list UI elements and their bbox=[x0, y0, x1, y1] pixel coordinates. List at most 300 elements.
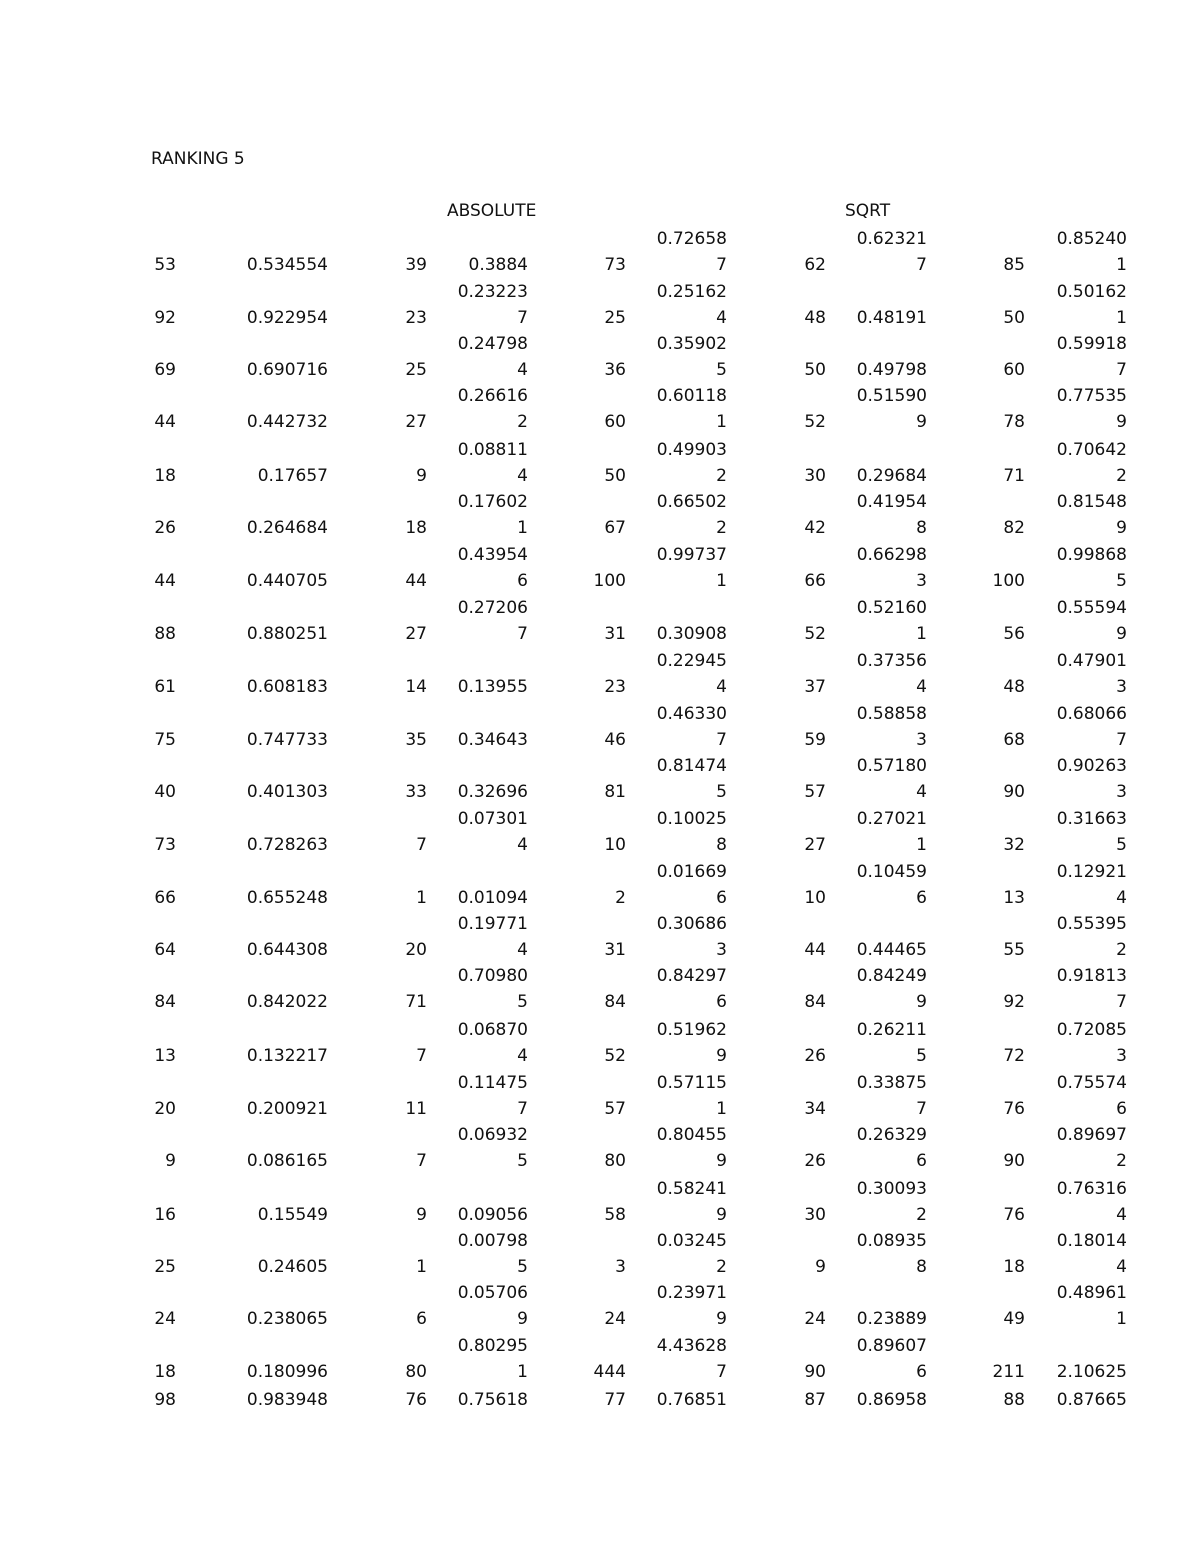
table-cell bbox=[925, 1099, 1025, 1121]
table-cell bbox=[1027, 440, 1127, 486]
cell-text: 0.00798 bbox=[457, 1231, 528, 1251]
table-cell bbox=[428, 1336, 528, 1382]
cell-text: 0.70642 bbox=[1056, 440, 1127, 460]
table-cell bbox=[526, 1205, 626, 1227]
cell-text: 0.26329 bbox=[856, 1125, 927, 1145]
table-cell bbox=[827, 940, 927, 962]
table-cell bbox=[76, 1362, 176, 1384]
cell-text: 61 bbox=[154, 677, 176, 697]
cell-text: 53 bbox=[154, 255, 176, 275]
table-cell bbox=[827, 492, 927, 538]
table-cell bbox=[327, 466, 427, 488]
table-cell bbox=[428, 888, 528, 910]
cell-text: 0.80295 bbox=[457, 1336, 528, 1356]
table-cell bbox=[925, 624, 1025, 646]
table-cell bbox=[526, 1099, 626, 1121]
table-cell bbox=[1027, 1073, 1127, 1119]
table-cell bbox=[228, 940, 328, 962]
cell-text: 0.24798 bbox=[457, 334, 528, 354]
cell-text: 0.24605 bbox=[257, 1257, 328, 1277]
table-cell bbox=[726, 992, 826, 1014]
table-cell bbox=[827, 1309, 927, 1331]
table-cell bbox=[925, 940, 1025, 962]
table-cell bbox=[627, 334, 727, 380]
table-cell bbox=[827, 809, 927, 855]
table-cell bbox=[428, 1073, 528, 1119]
cell-text: 0.25162 bbox=[656, 282, 727, 302]
cell-text: 0.72085 bbox=[1056, 1020, 1127, 1040]
table-cell bbox=[228, 1099, 328, 1121]
cell-text: 0.983948 bbox=[246, 1390, 328, 1410]
cell-text: 2 bbox=[1116, 1151, 1127, 1171]
cell-text: 1 bbox=[716, 571, 727, 591]
cell-text: 0.27206 bbox=[457, 598, 528, 618]
table-cell bbox=[1027, 966, 1127, 1012]
cell-text: 72 bbox=[1003, 1046, 1025, 1066]
cell-text: 0.90263 bbox=[1056, 756, 1127, 776]
cell-text: 0.23223 bbox=[457, 282, 528, 302]
cell-text: 0.17657 bbox=[257, 466, 328, 486]
table-cell bbox=[428, 1390, 528, 1412]
cell-text: 6 bbox=[416, 1309, 427, 1329]
cell-text: 66 bbox=[804, 571, 826, 591]
cell-text: 2 bbox=[615, 888, 626, 908]
table-cell bbox=[327, 1390, 427, 1412]
table-cell bbox=[827, 756, 927, 802]
table-cell bbox=[228, 466, 328, 488]
cell-text: 87 bbox=[804, 1390, 826, 1410]
table-cell bbox=[726, 255, 826, 277]
cell-text: 0.99868 bbox=[1056, 545, 1127, 565]
cell-text: 0.534554 bbox=[246, 255, 328, 275]
cell-text: 0.09056 bbox=[457, 1205, 528, 1225]
table-cell bbox=[726, 730, 826, 752]
table-cell bbox=[627, 756, 727, 802]
table-cell bbox=[428, 1231, 528, 1277]
table-cell bbox=[726, 782, 826, 804]
cell-text: 1 bbox=[716, 412, 727, 432]
cell-text: 0.238065 bbox=[246, 1309, 328, 1329]
cell-text: 0.27021 bbox=[856, 809, 927, 829]
table-cell bbox=[925, 255, 1025, 277]
cell-text: 3 bbox=[615, 1257, 626, 1277]
cell-text: 6 bbox=[517, 571, 528, 591]
table-cell bbox=[228, 1151, 328, 1173]
cell-text: 24 bbox=[154, 1309, 176, 1329]
cell-text: 84 bbox=[604, 992, 626, 1012]
table-cell bbox=[526, 1390, 626, 1412]
cell-text: 1 bbox=[916, 835, 927, 855]
table-cell bbox=[327, 992, 427, 1014]
cell-text: 4 bbox=[716, 677, 727, 697]
table-cell bbox=[627, 1179, 727, 1225]
cell-text: 0.29684 bbox=[856, 466, 927, 486]
table-cell bbox=[726, 308, 826, 330]
cell-text: 0.08935 bbox=[856, 1231, 927, 1251]
cell-text: 6 bbox=[916, 888, 927, 908]
cell-text: 0.608183 bbox=[246, 677, 328, 697]
cell-text: 0.77535 bbox=[1056, 386, 1127, 406]
cell-text: 27 bbox=[405, 624, 427, 644]
table-cell bbox=[925, 1151, 1025, 1173]
table-cell bbox=[627, 1283, 727, 1329]
cell-text: 0.44465 bbox=[856, 940, 927, 960]
cell-text: 26 bbox=[154, 518, 176, 538]
cell-text: 0.655248 bbox=[246, 888, 328, 908]
table-cell bbox=[76, 360, 176, 382]
cell-text: 52 bbox=[804, 412, 826, 432]
cell-text: 0.26616 bbox=[457, 386, 528, 406]
table-cell bbox=[228, 782, 328, 804]
table-cell bbox=[627, 440, 727, 486]
table-cell bbox=[327, 1257, 427, 1279]
cell-text: 0.922954 bbox=[246, 308, 328, 328]
table-cell bbox=[327, 308, 427, 330]
cell-text: 7 bbox=[1116, 730, 1127, 750]
cell-text: 0.57115 bbox=[656, 1073, 727, 1093]
cell-text: 0.03245 bbox=[656, 1231, 727, 1251]
cell-text: 9 bbox=[815, 1257, 826, 1277]
table-cell bbox=[526, 677, 626, 699]
cell-text: 50 bbox=[604, 466, 626, 486]
cell-text: 0.180996 bbox=[246, 1362, 328, 1382]
table-cell bbox=[526, 308, 626, 330]
cell-text: 0.05706 bbox=[457, 1283, 528, 1303]
cell-text: 44 bbox=[154, 412, 176, 432]
cell-text: 2 bbox=[1116, 466, 1127, 486]
table-cell bbox=[726, 1099, 826, 1121]
cell-text: 71 bbox=[1003, 466, 1025, 486]
cell-text: 92 bbox=[154, 308, 176, 328]
table-cell bbox=[76, 518, 176, 540]
table-cell bbox=[1027, 1362, 1127, 1384]
cell-text: 0.55594 bbox=[1056, 598, 1127, 618]
table-cell bbox=[428, 966, 528, 1012]
cell-text: 69 bbox=[154, 360, 176, 380]
cell-text: 20 bbox=[405, 940, 427, 960]
cell-text: 7 bbox=[517, 308, 528, 328]
cell-text: 59 bbox=[804, 730, 826, 750]
cell-text: 0.43954 bbox=[457, 545, 528, 565]
cell-text: 0.11475 bbox=[457, 1073, 528, 1093]
cell-text: 26 bbox=[804, 1046, 826, 1066]
table-cell bbox=[1027, 809, 1127, 855]
cell-text: 0.19771 bbox=[457, 914, 528, 934]
table-cell bbox=[1027, 704, 1127, 750]
cell-text: 0.49798 bbox=[856, 360, 927, 380]
table-cell bbox=[327, 730, 427, 752]
cell-text: 0.086165 bbox=[246, 1151, 328, 1171]
cell-text: 18 bbox=[154, 466, 176, 486]
table-cell bbox=[228, 1362, 328, 1384]
cell-text: 0.01669 bbox=[656, 862, 727, 882]
cell-text: 82 bbox=[1003, 518, 1025, 538]
cell-text: 0.84249 bbox=[856, 966, 927, 986]
cell-text: 3 bbox=[1116, 1046, 1127, 1066]
cell-text: 9 bbox=[916, 412, 927, 432]
table-cell bbox=[1027, 1283, 1127, 1329]
table-cell bbox=[925, 677, 1025, 699]
cell-text: 0.30686 bbox=[656, 914, 727, 934]
cell-text: 13 bbox=[154, 1046, 176, 1066]
cell-text: 18 bbox=[1003, 1257, 1025, 1277]
table-cell bbox=[428, 386, 528, 432]
cell-text: 76 bbox=[1003, 1205, 1025, 1225]
cell-text: 88 bbox=[154, 624, 176, 644]
cell-text: 0.200921 bbox=[246, 1099, 328, 1119]
table-cell bbox=[925, 412, 1025, 434]
table-cell bbox=[827, 862, 927, 908]
table-cell bbox=[327, 888, 427, 910]
table-cell bbox=[428, 1125, 528, 1171]
cell-text: 16 bbox=[154, 1205, 176, 1225]
table-cell bbox=[76, 1151, 176, 1173]
table-cell bbox=[827, 466, 927, 488]
table-cell bbox=[925, 1257, 1025, 1279]
cell-text: 76 bbox=[1003, 1099, 1025, 1119]
cell-text: 10 bbox=[604, 835, 626, 855]
cell-text: 6 bbox=[716, 888, 727, 908]
cell-text: 4 bbox=[716, 308, 727, 328]
table-cell bbox=[526, 1362, 626, 1384]
cell-text: 36 bbox=[604, 360, 626, 380]
cell-text: 0.76316 bbox=[1056, 1179, 1127, 1199]
cell-text: 75 bbox=[154, 730, 176, 750]
table-cell bbox=[726, 1257, 826, 1279]
table-cell bbox=[76, 624, 176, 646]
table-cell bbox=[76, 835, 176, 857]
table-cell bbox=[726, 518, 826, 540]
cell-text: 2 bbox=[716, 1257, 727, 1277]
cell-text: 3 bbox=[916, 571, 927, 591]
table-cell bbox=[327, 1099, 427, 1121]
cell-text: 27 bbox=[804, 835, 826, 855]
table-cell bbox=[228, 518, 328, 540]
table-cell bbox=[726, 1309, 826, 1331]
table-cell bbox=[228, 992, 328, 1014]
table-cell bbox=[228, 1046, 328, 1068]
cell-text: 34 bbox=[804, 1099, 826, 1119]
cell-text: 0.48961 bbox=[1056, 1283, 1127, 1303]
cell-text: 24 bbox=[604, 1309, 626, 1329]
cell-text: 2.10625 bbox=[1056, 1362, 1127, 1382]
cell-text: 100 bbox=[593, 571, 626, 591]
cell-text: 1 bbox=[416, 888, 427, 908]
table-cell bbox=[228, 677, 328, 699]
cell-text: 5 bbox=[716, 782, 727, 802]
cell-text: 11 bbox=[405, 1099, 427, 1119]
cell-text: 0.47901 bbox=[1056, 651, 1127, 671]
cell-text: 0.880251 bbox=[246, 624, 328, 644]
cell-text: 52 bbox=[804, 624, 826, 644]
cell-text: 7 bbox=[517, 624, 528, 644]
table-cell bbox=[925, 518, 1025, 540]
table-cell bbox=[1027, 386, 1127, 432]
table-cell bbox=[627, 914, 727, 960]
cell-text: 44 bbox=[405, 571, 427, 591]
cell-text: 0.81474 bbox=[656, 756, 727, 776]
table-cell bbox=[1027, 1020, 1127, 1066]
cell-text: 0.81548 bbox=[1056, 492, 1127, 512]
table-cell bbox=[526, 835, 626, 857]
cell-text: 0.23889 bbox=[856, 1309, 927, 1329]
table-cell bbox=[526, 992, 626, 1014]
table-cell bbox=[726, 1205, 826, 1227]
cell-text: 31 bbox=[604, 624, 626, 644]
table-cell bbox=[726, 1151, 826, 1173]
cell-text: 0.75574 bbox=[1056, 1073, 1127, 1093]
table-cell bbox=[1027, 1179, 1127, 1225]
cell-text: 90 bbox=[804, 1362, 826, 1382]
cell-text: 0.85240 bbox=[1056, 229, 1127, 249]
cell-text: 0.442732 bbox=[246, 412, 328, 432]
table-cell bbox=[925, 730, 1025, 752]
cell-text: 77 bbox=[604, 1390, 626, 1410]
cell-text: 98 bbox=[154, 1390, 176, 1410]
cell-text: 0.68066 bbox=[1056, 704, 1127, 724]
cell-text: 50 bbox=[1003, 308, 1025, 328]
cell-text: 1 bbox=[416, 1257, 427, 1277]
table-cell bbox=[627, 862, 727, 908]
table-cell bbox=[228, 1205, 328, 1227]
cell-text: 0.72658 bbox=[656, 229, 727, 249]
cell-text: 25 bbox=[405, 360, 427, 380]
table-cell bbox=[925, 992, 1025, 1014]
table-cell bbox=[526, 730, 626, 752]
table-cell bbox=[327, 1205, 427, 1227]
table-cell bbox=[327, 1362, 427, 1384]
table-cell bbox=[76, 1390, 176, 1412]
table-cell bbox=[726, 412, 826, 434]
table-cell bbox=[76, 677, 176, 699]
table-cell bbox=[827, 1231, 927, 1277]
cell-text: 49 bbox=[1003, 1309, 1025, 1329]
table-cell bbox=[526, 940, 626, 962]
table-cell bbox=[925, 835, 1025, 857]
cell-text: 5 bbox=[1116, 571, 1127, 591]
cell-text: 13 bbox=[1003, 888, 1025, 908]
cell-text: 30 bbox=[804, 466, 826, 486]
cell-text: 80 bbox=[604, 1151, 626, 1171]
cell-text: 7 bbox=[716, 1362, 727, 1382]
cell-text: 2 bbox=[1116, 940, 1127, 960]
table-cell bbox=[76, 1205, 176, 1227]
cell-text: 0.60118 bbox=[656, 386, 727, 406]
cell-text: 9 bbox=[1116, 412, 1127, 432]
cell-text: 0.644308 bbox=[246, 940, 328, 960]
table-cell bbox=[76, 1257, 176, 1279]
cell-text: 0.842022 bbox=[246, 992, 328, 1012]
cell-text: 0.30908 bbox=[656, 624, 727, 644]
cell-text: 4 bbox=[1116, 888, 1127, 908]
table-cell bbox=[526, 360, 626, 382]
cell-text: 9 bbox=[416, 466, 427, 486]
cell-text: 1 bbox=[517, 1362, 528, 1382]
cell-text: 0.264684 bbox=[246, 518, 328, 538]
cell-text: 9 bbox=[716, 1046, 727, 1066]
table-cell bbox=[327, 677, 427, 699]
cell-text: 0.747733 bbox=[246, 730, 328, 750]
table-cell bbox=[726, 1046, 826, 1068]
cell-text: 7 bbox=[916, 255, 927, 275]
cell-text: 7 bbox=[416, 835, 427, 855]
table-cell bbox=[925, 308, 1025, 330]
table-cell bbox=[76, 888, 176, 910]
table-cell bbox=[1027, 651, 1127, 697]
cell-text: 6 bbox=[716, 992, 727, 1012]
table-cell bbox=[526, 255, 626, 277]
cell-text: 26 bbox=[804, 1151, 826, 1171]
table-cell bbox=[925, 1309, 1025, 1331]
cell-text: 31 bbox=[604, 940, 626, 960]
cell-text: 0.84297 bbox=[656, 966, 727, 986]
cell-text: 44 bbox=[804, 940, 826, 960]
table-cell bbox=[827, 704, 927, 750]
cell-text: 20 bbox=[154, 1099, 176, 1119]
table-cell bbox=[228, 255, 328, 277]
cell-text: 0.23971 bbox=[656, 1283, 727, 1303]
table-cell bbox=[428, 782, 528, 804]
cell-text: 9 bbox=[716, 1309, 727, 1329]
table-cell bbox=[228, 1390, 328, 1412]
table-cell bbox=[526, 518, 626, 540]
cell-text: 9 bbox=[416, 1205, 427, 1225]
cell-text: 0.49903 bbox=[656, 440, 727, 460]
cell-text: 73 bbox=[604, 255, 626, 275]
cell-text: 0.22945 bbox=[656, 651, 727, 671]
table-cell bbox=[827, 651, 927, 697]
table-cell bbox=[627, 651, 727, 697]
table-cell bbox=[327, 1046, 427, 1068]
cell-text: 0.86958 bbox=[856, 1390, 927, 1410]
cell-text: 0.34643 bbox=[457, 730, 528, 750]
table-cell bbox=[428, 440, 528, 486]
table-cell bbox=[327, 360, 427, 382]
table-cell bbox=[627, 1125, 727, 1171]
table-cell bbox=[925, 782, 1025, 804]
table-cell bbox=[1027, 334, 1127, 380]
table-cell bbox=[726, 571, 826, 593]
table-cell bbox=[726, 888, 826, 910]
table-cell bbox=[327, 782, 427, 804]
table-cell bbox=[925, 360, 1025, 382]
table-cell bbox=[627, 1231, 727, 1277]
table-cell bbox=[925, 1046, 1025, 1068]
table-cell bbox=[1027, 229, 1127, 275]
cell-text: 57 bbox=[604, 1099, 626, 1119]
cell-text: 7 bbox=[416, 1151, 427, 1171]
table-cell bbox=[228, 730, 328, 752]
cell-text: 0.46330 bbox=[656, 704, 727, 724]
cell-text: 81 bbox=[604, 782, 626, 802]
cell-text: 2 bbox=[517, 412, 528, 432]
table-cell bbox=[1027, 598, 1127, 644]
table-cell bbox=[428, 730, 528, 752]
table-cell bbox=[827, 966, 927, 1012]
table-cell bbox=[228, 888, 328, 910]
cell-text: 3 bbox=[1116, 677, 1127, 697]
table-cell bbox=[228, 360, 328, 382]
table-cell bbox=[327, 1151, 427, 1173]
cell-text: 9 bbox=[1116, 518, 1127, 538]
cell-text: 8 bbox=[716, 835, 727, 855]
cell-text: 32 bbox=[1003, 835, 1025, 855]
cell-text: 30 bbox=[804, 1205, 826, 1225]
table-cell bbox=[627, 966, 727, 1012]
cell-text: 5 bbox=[517, 992, 528, 1012]
cell-text: 18 bbox=[154, 1362, 176, 1382]
table-cell bbox=[327, 255, 427, 277]
